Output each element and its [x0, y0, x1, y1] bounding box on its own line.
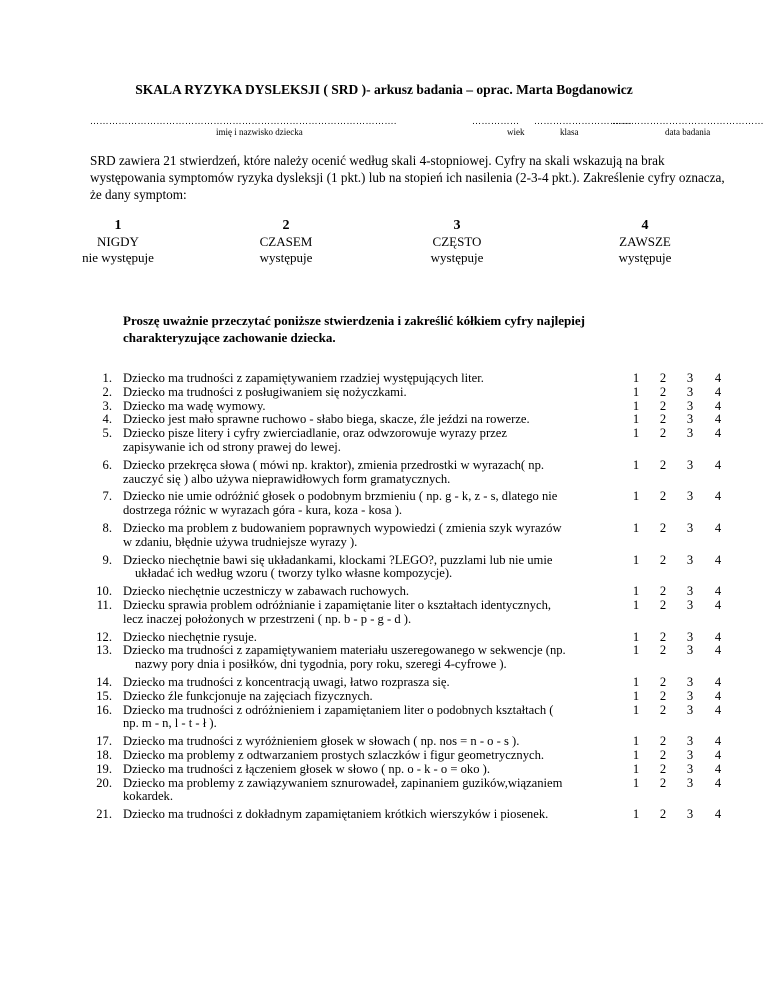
name-dotted-line[interactable]: …………………………………………………………………………………….	[90, 116, 397, 126]
score-option-2[interactable]: 2	[659, 807, 667, 822]
score-option-3[interactable]: 3	[686, 597, 694, 612]
score-option-1[interactable]: 1	[632, 702, 640, 717]
item-text-line: Dziecko ma problem z budowaniem poprawnych wypowiedzi ( zmienia szyk wyrazów	[123, 520, 562, 535]
list-item	[90, 522, 730, 550]
score-option-2[interactable]: 2	[659, 674, 667, 689]
item-text-line: Dziecko ma trudności z odróżnieniem i zapamiętaniem liter o podobnych kształtach (	[123, 702, 554, 717]
score-option-2[interactable]: 2	[659, 520, 667, 535]
score-option-1[interactable]: 1	[632, 807, 640, 822]
item-number: 17.	[96, 734, 112, 749]
item-text	[123, 413, 620, 427]
item-number: 14.	[96, 674, 112, 689]
score-option-2[interactable]: 2	[659, 412, 667, 427]
score-option-3[interactable]: 3	[686, 489, 694, 504]
item-text	[123, 777, 620, 805]
score-option-1[interactable]: 1	[632, 426, 640, 441]
item-text	[123, 631, 620, 645]
item-text	[123, 599, 620, 627]
list-item	[90, 413, 730, 427]
score-option-3[interactable]: 3	[686, 384, 694, 399]
scale-desc: występuje	[618, 250, 672, 265]
item-text-line: Dziecko ma problemy z odtwarzaniem prostych szlaczków i figur geometrycznych.	[123, 747, 545, 762]
score-option-3[interactable]: 3	[686, 629, 694, 644]
list-item	[90, 427, 730, 455]
list-item	[90, 735, 730, 749]
score-option-4[interactable]: 4	[714, 457, 722, 472]
item-text	[123, 676, 620, 690]
list-item	[90, 631, 730, 645]
item-text-line: w zdaniu, błędnie używa trudniejsze wyrazy ).	[123, 534, 358, 549]
scale-desc: występuje	[430, 250, 484, 265]
score-option-1[interactable]: 1	[632, 552, 640, 567]
score-option-4[interactable]: 4	[714, 807, 722, 822]
list-item	[90, 459, 730, 487]
item-number: 20.	[96, 775, 112, 790]
item-text-line: Dziecko ma problemy z zawiązywaniem sznurowadeł, zapinaniem guzików,wiązaniem	[123, 775, 563, 790]
item-text-line: Dziecko ma trudności z łączeniem głosek w słowo ( np. o - k - o = oko ).	[123, 761, 490, 776]
item-text-line: Dziecko ma trudności z zapamiętywaniem materiału uszeregowanego w sekwencje (np.	[123, 643, 566, 658]
list-item	[90, 749, 730, 763]
score-option-3[interactable]: 3	[686, 674, 694, 689]
list-item	[90, 763, 730, 777]
item-text	[123, 644, 620, 672]
score-option-1[interactable]: 1	[632, 688, 640, 703]
item-text-line: dostrzega różnic w wyrazach góra - kura, koza - kosa ).	[123, 503, 403, 518]
item-text	[123, 427, 620, 455]
item-text-line: Dziecko niechętnie rysuje.	[123, 629, 257, 644]
item-text-line: Dziecko ma trudności z wyróżnieniem głosek w słowach ( np. nos = n - o - s ).	[123, 734, 520, 749]
item-number: 1.	[102, 371, 112, 385]
score-option-2[interactable]: 2	[659, 584, 667, 599]
age-dotted-line[interactable]: ……………	[472, 116, 520, 126]
list-item	[90, 386, 730, 400]
score-option-4[interactable]: 4	[714, 643, 722, 658]
score-option-2[interactable]: 2	[659, 597, 667, 612]
list-item	[90, 644, 730, 672]
score-option-2[interactable]: 2	[659, 643, 667, 658]
item-number: 21.	[96, 807, 112, 822]
item-text	[123, 690, 620, 704]
item-number: 2.	[102, 384, 112, 399]
score-option-3[interactable]: 3	[686, 702, 694, 717]
name-label: imię i nazwisko dziecka	[216, 127, 303, 137]
score-option-4[interactable]: 4	[714, 584, 722, 599]
score-option-4[interactable]: 4	[714, 688, 722, 703]
score-option-1[interactable]: 1	[632, 520, 640, 535]
score-option-3[interactable]: 3	[686, 761, 694, 776]
item-text-line: Dziecko ma wadę wymowy.	[123, 398, 266, 413]
score-option-4[interactable]: 4	[714, 702, 722, 717]
score-option-3[interactable]: 3	[686, 398, 694, 413]
item-number: 15.	[96, 688, 112, 703]
scale-option-3	[387, 218, 527, 266]
score-option-2[interactable]: 2	[659, 775, 667, 790]
item-number: 4.	[102, 412, 112, 427]
score-option-2[interactable]: 2	[659, 552, 667, 567]
date-label: data badania	[665, 127, 711, 137]
item-number: 19.	[96, 761, 112, 776]
item-number: 10.	[96, 584, 112, 599]
scale-label: ZAWSZE	[619, 234, 671, 249]
score-option-1[interactable]: 1	[632, 747, 640, 762]
score-option-2[interactable]: 2	[659, 371, 667, 385]
item-text-line: lecz inaczej położonych w przestrzeni ( np. b - p - g - d ).	[123, 611, 412, 626]
scale-option-2	[216, 218, 356, 266]
class-dotted-line[interactable]: ………………………….	[534, 116, 632, 126]
scale-option-4	[575, 218, 715, 266]
score-option-2[interactable]: 2	[659, 398, 667, 413]
list-item	[90, 704, 730, 732]
item-text-line: nazwy pory dnia i posiłków, dni tygodnia, pory roku, szeregi 4-cyfrowe ).	[135, 657, 507, 672]
list-item	[90, 808, 730, 822]
score-option-4[interactable]: 4	[714, 426, 722, 441]
item-text-line: Dziecko ma trudności z dokładnym zapamiętaniem krótkich wierszyków i piosenek.	[123, 807, 549, 822]
list-item	[90, 372, 730, 386]
date-dotted-line[interactable]: …………………………………………	[612, 116, 764, 126]
instruction: Proszę uważnie przeczytać poniższe stwierdzenia i zakreślić kółkiem cyfry najlepiej charakteryzujące zachowanie dziecka.	[123, 313, 585, 345]
score-option-4[interactable]: 4	[714, 371, 722, 385]
item-text-line: zauczyć się ) albo używa nieprawidłowych form gramatycznych.	[123, 471, 451, 486]
item-text	[123, 704, 620, 732]
class-label: klasa	[560, 127, 579, 137]
score-option-3[interactable]: 3	[686, 371, 694, 385]
score-option-4[interactable]: 4	[714, 674, 722, 689]
list-item	[90, 490, 730, 518]
score-option-4[interactable]: 4	[714, 734, 722, 749]
scale-desc: występuje	[259, 250, 313, 265]
score-option-2[interactable]: 2	[659, 747, 667, 762]
item-text	[123, 372, 620, 386]
score-option-2[interactable]: 2	[659, 489, 667, 504]
item-number: 11.	[96, 597, 112, 612]
item-text-line: kokardek.	[123, 789, 174, 804]
page-title: SKALA RYZYKA DYSLEKSJI ( SRD )- arkusz badania – oprac. Marta Bogdanowicz	[135, 82, 633, 97]
scale-label: NIGDY	[97, 234, 139, 249]
item-text-line: Dziecko ma trudności z posługiwaniem się nożyczkami.	[123, 384, 407, 399]
score-option-3[interactable]: 3	[686, 807, 694, 822]
list-item	[90, 400, 730, 414]
item-text	[123, 459, 620, 487]
list-item	[90, 676, 730, 690]
score-option-4[interactable]: 4	[714, 552, 722, 567]
item-text-line: zapisywanie ich od strony prawej do lewej.	[123, 439, 341, 454]
item-text	[123, 585, 620, 599]
score-option-2[interactable]: 2	[659, 702, 667, 717]
item-text-line: np. m - n, l - t - ł ).	[123, 716, 217, 731]
age-label: wiek	[507, 127, 525, 137]
item-number: 6.	[102, 457, 112, 472]
score-option-3[interactable]: 3	[686, 457, 694, 472]
list-item	[90, 599, 730, 627]
score-option-2[interactable]: 2	[659, 629, 667, 644]
score-option-1[interactable]: 1	[632, 584, 640, 599]
item-text-line: Dziecko nie umie odróżnić głosek o podobnym brzmieniu ( np. g - k, z - s, dlatego nie	[123, 489, 558, 504]
score-option-1[interactable]: 1	[632, 597, 640, 612]
score-option-1[interactable]: 1	[632, 775, 640, 790]
score-option-4[interactable]: 4	[714, 489, 722, 504]
score-option-3[interactable]: 3	[686, 688, 694, 703]
score-option-1[interactable]: 1	[632, 457, 640, 472]
item-text-line: Dziecko pisze litery i cyfry zwierciadlanie, oraz odwzorowuje wyrazy przez	[123, 426, 507, 441]
score-option-3[interactable]: 3	[686, 747, 694, 762]
item-number: 9.	[102, 552, 112, 567]
item-text-line: Dziecko niechętnie bawi się układankami, klockami ?LEGO?, puzzlami lub nie umie	[123, 552, 553, 567]
item-text-line: Dziecko źle funkcjonuje na zajęciach fizycznych.	[123, 688, 373, 703]
list-item	[90, 554, 730, 582]
item-text	[123, 490, 620, 518]
scale-number: 4	[641, 218, 649, 233]
item-number: 12.	[96, 629, 112, 644]
score-option-4[interactable]: 4	[714, 412, 722, 427]
score-option-4[interactable]: 4	[714, 597, 722, 612]
item-text	[123, 522, 620, 550]
scale-label: CZĘSTO	[432, 234, 482, 249]
score-option-2[interactable]: 2	[659, 761, 667, 776]
score-option-1[interactable]: 1	[632, 384, 640, 399]
score-option-4[interactable]: 4	[714, 384, 722, 399]
item-text	[123, 808, 620, 822]
scale-number: 1	[114, 218, 122, 233]
item-text-line: Dziecko przekręca słowa ( mówi np. kraktor), zmienia przedrostki w wyrazach( np.	[123, 457, 545, 472]
item-number: 18.	[96, 747, 112, 762]
score-option-1[interactable]: 1	[632, 398, 640, 413]
score-option-3[interactable]: 3	[686, 775, 694, 790]
score-option-1[interactable]: 1	[632, 761, 640, 776]
score-option-2[interactable]: 2	[659, 426, 667, 441]
scale-label: CZASEM	[259, 234, 313, 249]
score-option-3[interactable]: 3	[686, 584, 694, 599]
item-number: 16.	[96, 702, 112, 717]
item-number: 3.	[102, 398, 112, 413]
item-text-line: Dziecko ma trudności z zapamiętywaniem rzadziej występujących liter.	[123, 371, 484, 385]
score-option-4[interactable]: 4	[714, 520, 722, 535]
item-text	[123, 735, 620, 749]
score-option-1[interactable]: 1	[632, 734, 640, 749]
item-text-line: Dziecku sprawia problem odróżnianie i zapamiętanie liter o kształtach identycznych,	[123, 597, 552, 612]
score-option-3[interactable]: 3	[686, 520, 694, 535]
score-option-2[interactable]: 2	[659, 734, 667, 749]
item-text-line: układać ich według wzoru ( tworzy tylko własne kompozycje).	[135, 566, 453, 581]
intro-paragraph: SRD zawiera 21 stwierdzeń, które należy ocenić według skali 4-stopniowej. Cyfry na skali wskazują na brak występowania symptomów ryzyka dysleksji (1 pkt.) lub na stopień ich nasilenia (2-3-4 pkt.). Zakreślenie cyfry oznacza, że dany symptom:	[90, 153, 725, 202]
statement-list	[90, 372, 730, 822]
scale-number: 2	[282, 218, 290, 233]
score-option-4[interactable]: 4	[714, 775, 722, 790]
item-text	[123, 749, 620, 763]
item-number: 5.	[102, 426, 112, 441]
item-text	[123, 763, 620, 777]
item-text	[123, 386, 620, 400]
score-option-2[interactable]: 2	[659, 457, 667, 472]
score-option-4[interactable]: 4	[714, 747, 722, 762]
score-option-3[interactable]: 3	[686, 734, 694, 749]
list-item	[90, 585, 730, 599]
score-option-2[interactable]: 2	[659, 688, 667, 703]
score-option-4[interactable]: 4	[714, 398, 722, 413]
score-option-3[interactable]: 3	[686, 643, 694, 658]
item-number: 13.	[96, 643, 112, 658]
score-option-1[interactable]: 1	[632, 643, 640, 658]
score-option-1[interactable]: 1	[632, 412, 640, 427]
item-text	[123, 400, 620, 414]
list-item	[90, 777, 730, 805]
scale-desc: nie występuje	[82, 250, 154, 265]
scale-number: 3	[453, 218, 461, 233]
score-option-2[interactable]: 2	[659, 384, 667, 399]
item-text	[123, 554, 620, 582]
score-option-1[interactable]: 1	[632, 629, 640, 644]
score-option-1[interactable]: 1	[632, 674, 640, 689]
list-item	[90, 690, 730, 704]
item-text-line: Dziecko ma trudności z koncentracją uwagi, łatwo rozprasza się.	[123, 674, 450, 689]
item-number: 7.	[102, 489, 112, 504]
item-text-line: Dziecko jest mało sprawne ruchowo - słabo biega, skacze, źle jeździ na rowerze.	[123, 412, 530, 427]
score-option-4[interactable]: 4	[714, 629, 722, 644]
score-option-3[interactable]: 3	[686, 412, 694, 427]
score-option-3[interactable]: 3	[686, 426, 694, 441]
score-option-1[interactable]: 1	[632, 371, 640, 385]
item-number: 8.	[102, 520, 112, 535]
scale-option-1	[48, 218, 188, 266]
score-option-4[interactable]: 4	[714, 761, 722, 776]
score-option-1[interactable]: 1	[632, 489, 640, 504]
score-option-3[interactable]: 3	[686, 552, 694, 567]
item-text-line: Dziecko niechętnie uczestniczy w zabawach ruchowych.	[123, 584, 410, 599]
